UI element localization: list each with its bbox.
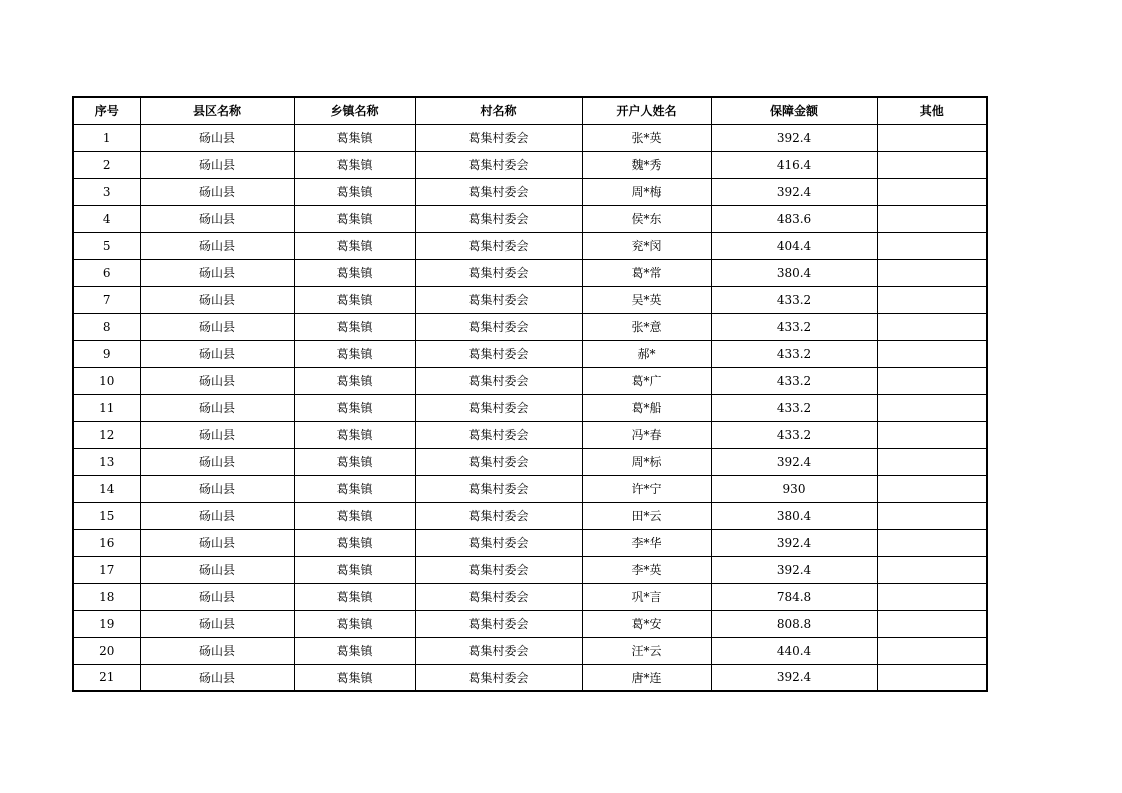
cell-town: 葛集镇 xyxy=(294,529,415,556)
cell-county: 砀山县 xyxy=(140,124,294,151)
cell-town: 葛集镇 xyxy=(294,637,415,664)
cell-county: 砀山县 xyxy=(140,394,294,421)
cell-other xyxy=(877,610,987,637)
cell-county: 砀山县 xyxy=(140,178,294,205)
cell-county: 砀山县 xyxy=(140,205,294,232)
cell-town: 葛集镇 xyxy=(294,475,415,502)
cell-other xyxy=(877,583,987,610)
cell-county: 砀山县 xyxy=(140,259,294,286)
cell-town: 葛集镇 xyxy=(294,259,415,286)
cell-county: 砀山县 xyxy=(140,664,294,691)
cell-account-holder: 侯*东 xyxy=(582,205,711,232)
cell-index: 4 xyxy=(73,205,140,232)
cell-town: 葛集镇 xyxy=(294,286,415,313)
table-row xyxy=(73,556,987,583)
table-row xyxy=(73,502,987,529)
cell-index: 10 xyxy=(73,367,140,394)
cell-county: 砀山县 xyxy=(140,286,294,313)
cell-account-holder: 李*英 xyxy=(582,556,711,583)
table-row xyxy=(73,583,987,610)
cell-county: 砀山县 xyxy=(140,313,294,340)
header-row xyxy=(73,97,987,124)
cell-county: 砀山县 xyxy=(140,340,294,367)
cell-other xyxy=(877,313,987,340)
cell-county: 砀山县 xyxy=(140,556,294,583)
table-row xyxy=(73,367,987,394)
cell-other xyxy=(877,205,987,232)
cell-other xyxy=(877,637,987,664)
cell-county: 砀山县 xyxy=(140,367,294,394)
cell-amount: 433.2 xyxy=(711,340,877,367)
header-other: 其他 xyxy=(877,97,987,124)
cell-town: 葛集镇 xyxy=(294,583,415,610)
cell-amount: 392.4 xyxy=(711,178,877,205)
cell-other xyxy=(877,556,987,583)
cell-town: 葛集镇 xyxy=(294,124,415,151)
cell-town: 葛集镇 xyxy=(294,556,415,583)
cell-amount: 380.4 xyxy=(711,502,877,529)
cell-other xyxy=(877,448,987,475)
cell-index: 9 xyxy=(73,340,140,367)
cell-other xyxy=(877,259,987,286)
header-town: 乡镇名称 xyxy=(294,97,415,124)
cell-amount: 433.2 xyxy=(711,313,877,340)
header-amount: 保障金额 xyxy=(711,97,877,124)
table-header xyxy=(73,97,987,124)
cell-account-holder: 周*标 xyxy=(582,448,711,475)
cell-amount: 930 xyxy=(711,475,877,502)
cell-county: 砀山县 xyxy=(140,610,294,637)
cell-village: 葛集村委会 xyxy=(415,475,582,502)
cell-amount: 433.2 xyxy=(711,421,877,448)
cell-village: 葛集村委会 xyxy=(415,313,582,340)
cell-village: 葛集村委会 xyxy=(415,502,582,529)
table-row xyxy=(73,529,987,556)
cell-village: 葛集村委会 xyxy=(415,583,582,610)
cell-account-holder: 冯*春 xyxy=(582,421,711,448)
table-row xyxy=(73,340,987,367)
cell-amount: 380.4 xyxy=(711,259,877,286)
cell-town: 葛集镇 xyxy=(294,367,415,394)
cell-index: 5 xyxy=(73,232,140,259)
cell-account-holder: 葛*船 xyxy=(582,394,711,421)
cell-index: 21 xyxy=(73,664,140,691)
cell-county: 砀山县 xyxy=(140,421,294,448)
cell-index: 19 xyxy=(73,610,140,637)
cell-index: 3 xyxy=(73,178,140,205)
cell-index: 12 xyxy=(73,421,140,448)
cell-village: 葛集村委会 xyxy=(415,178,582,205)
cell-index: 7 xyxy=(73,286,140,313)
cell-town: 葛集镇 xyxy=(294,610,415,637)
cell-town: 葛集镇 xyxy=(294,340,415,367)
cell-amount: 440.4 xyxy=(711,637,877,664)
cell-county: 砀山县 xyxy=(140,502,294,529)
cell-town: 葛集镇 xyxy=(294,664,415,691)
cell-village: 葛集村委会 xyxy=(415,232,582,259)
cell-other xyxy=(877,421,987,448)
cell-other xyxy=(877,124,987,151)
cell-town: 葛集镇 xyxy=(294,448,415,475)
cell-other xyxy=(877,529,987,556)
cell-other xyxy=(877,502,987,529)
header-village: 村名称 xyxy=(415,97,582,124)
cell-amount: 392.4 xyxy=(711,556,877,583)
data-table xyxy=(72,96,988,692)
cell-town: 葛集镇 xyxy=(294,178,415,205)
cell-account-holder: 唐*连 xyxy=(582,664,711,691)
cell-account-holder: 巩*言 xyxy=(582,583,711,610)
cell-town: 葛集镇 xyxy=(294,205,415,232)
cell-index: 18 xyxy=(73,583,140,610)
cell-index: 8 xyxy=(73,313,140,340)
cell-other xyxy=(877,394,987,421)
cell-town: 葛集镇 xyxy=(294,151,415,178)
cell-account-holder: 田*云 xyxy=(582,502,711,529)
cell-amount: 784.8 xyxy=(711,583,877,610)
table-row xyxy=(73,151,987,178)
cell-index: 13 xyxy=(73,448,140,475)
cell-amount: 433.2 xyxy=(711,367,877,394)
cell-other xyxy=(877,664,987,691)
table-row xyxy=(73,610,987,637)
cell-index: 6 xyxy=(73,259,140,286)
cell-county: 砀山县 xyxy=(140,637,294,664)
table-row xyxy=(73,475,987,502)
cell-village: 葛集村委会 xyxy=(415,259,582,286)
cell-amount: 404.4 xyxy=(711,232,877,259)
cell-town: 葛集镇 xyxy=(294,421,415,448)
cell-village: 葛集村委会 xyxy=(415,151,582,178)
cell-county: 砀山县 xyxy=(140,448,294,475)
cell-village: 葛集村委会 xyxy=(415,448,582,475)
table-row xyxy=(73,421,987,448)
cell-other xyxy=(877,475,987,502)
cell-village: 葛集村委会 xyxy=(415,637,582,664)
cell-account-holder: 汪*云 xyxy=(582,637,711,664)
cell-index: 17 xyxy=(73,556,140,583)
cell-village: 葛集村委会 xyxy=(415,664,582,691)
cell-town: 葛集镇 xyxy=(294,232,415,259)
cell-county: 砀山县 xyxy=(140,232,294,259)
cell-village: 葛集村委会 xyxy=(415,421,582,448)
cell-village: 葛集村委会 xyxy=(415,205,582,232)
cell-town: 葛集镇 xyxy=(294,313,415,340)
cell-amount: 433.2 xyxy=(711,286,877,313)
cell-village: 葛集村委会 xyxy=(415,286,582,313)
table-row xyxy=(73,124,987,151)
cell-account-holder: 葛*常 xyxy=(582,259,711,286)
cell-account-holder: 葛*广 xyxy=(582,367,711,394)
cell-amount: 416.4 xyxy=(711,151,877,178)
cell-account-holder: 张*英 xyxy=(582,124,711,151)
table-row xyxy=(73,394,987,421)
cell-index: 16 xyxy=(73,529,140,556)
table-row xyxy=(73,232,987,259)
cell-other xyxy=(877,151,987,178)
cell-index: 20 xyxy=(73,637,140,664)
cell-county: 砀山县 xyxy=(140,583,294,610)
cell-account-holder: 葛*安 xyxy=(582,610,711,637)
cell-account-holder: 张*意 xyxy=(582,313,711,340)
table-row xyxy=(73,259,987,286)
table-row xyxy=(73,205,987,232)
table-row xyxy=(73,664,987,691)
cell-village: 葛集村委会 xyxy=(415,367,582,394)
cell-county: 砀山县 xyxy=(140,529,294,556)
cell-amount: 392.4 xyxy=(711,448,877,475)
cell-account-holder: 周*梅 xyxy=(582,178,711,205)
cell-account-holder: 兖*闵 xyxy=(582,232,711,259)
cell-account-holder: 吴*英 xyxy=(582,286,711,313)
cell-other xyxy=(877,232,987,259)
cell-index: 2 xyxy=(73,151,140,178)
cell-other xyxy=(877,367,987,394)
header-index: 序号 xyxy=(73,97,140,124)
cell-town: 葛集镇 xyxy=(294,394,415,421)
cell-village: 葛集村委会 xyxy=(415,556,582,583)
table-row xyxy=(73,448,987,475)
cell-amount: 433.2 xyxy=(711,394,877,421)
cell-village: 葛集村委会 xyxy=(415,124,582,151)
cell-index: 14 xyxy=(73,475,140,502)
cell-county: 砀山县 xyxy=(140,151,294,178)
cell-county: 砀山县 xyxy=(140,475,294,502)
cell-amount: 808.8 xyxy=(711,610,877,637)
table-body xyxy=(73,124,987,691)
cell-amount: 392.4 xyxy=(711,124,877,151)
cell-village: 葛集村委会 xyxy=(415,340,582,367)
cell-index: 11 xyxy=(73,394,140,421)
table-row xyxy=(73,637,987,664)
cell-account-holder: 魏*秀 xyxy=(582,151,711,178)
cell-account-holder: 许*宁 xyxy=(582,475,711,502)
cell-index: 15 xyxy=(73,502,140,529)
cell-account-holder: 李*华 xyxy=(582,529,711,556)
cell-other xyxy=(877,340,987,367)
cell-village: 葛集村委会 xyxy=(415,529,582,556)
header-county: 县区名称 xyxy=(140,97,294,124)
cell-village: 葛集村委会 xyxy=(415,394,582,421)
cell-amount: 483.6 xyxy=(711,205,877,232)
cell-other xyxy=(877,286,987,313)
cell-village: 葛集村委会 xyxy=(415,610,582,637)
table-row xyxy=(73,178,987,205)
header-account-holder: 开户人姓名 xyxy=(582,97,711,124)
table-row xyxy=(73,286,987,313)
cell-other xyxy=(877,178,987,205)
cell-amount: 392.4 xyxy=(711,529,877,556)
cell-index: 1 xyxy=(73,124,140,151)
cell-account-holder: 郝* xyxy=(582,340,711,367)
table-row xyxy=(73,313,987,340)
cell-amount: 392.4 xyxy=(711,664,877,691)
cell-town: 葛集镇 xyxy=(294,502,415,529)
